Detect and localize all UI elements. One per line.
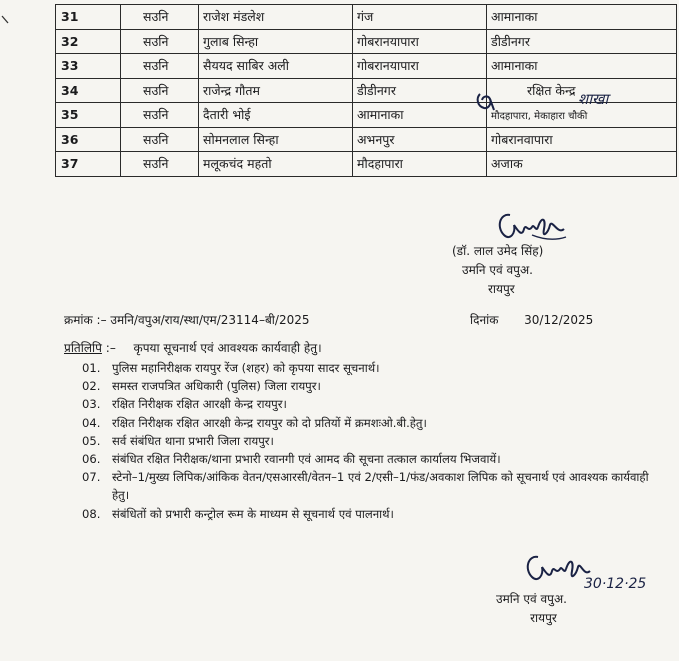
list-item (82, 395, 652, 413)
signatory-name: (डॉ. लाल उमेद सिंह) (452, 244, 544, 258)
list-item (82, 505, 652, 523)
list-item-number: 02. (82, 379, 101, 394)
serial-cell: 31 (56, 5, 121, 30)
list-item (82, 450, 652, 468)
copy-recipients-list (82, 359, 652, 523)
rank-cell: सउनि (121, 127, 199, 152)
closing-block (496, 590, 567, 628)
rank-cell: सउनि (121, 78, 199, 103)
name-cell: राजेन्द्र गौतम (199, 78, 353, 103)
serial-cell: 36 (56, 127, 121, 152)
from-posting-cell: डीडीनगर (353, 78, 487, 103)
to-posting-cell: रक्षित केन्द्र (487, 78, 677, 103)
signatory-designation: उमनि एवं वपुअ. (462, 263, 533, 277)
copy-to-line (64, 339, 322, 356)
to-posting-cell: आमानाका (487, 5, 677, 30)
from-posting-cell: गोबरानयापारा (353, 54, 487, 79)
serial-cell: 35 (56, 103, 121, 128)
serial-cell: 37 (56, 152, 121, 177)
copy-separator: :– (105, 341, 116, 355)
to-posting-cell: आमानाका (487, 54, 677, 79)
list-item-number: 01. (82, 361, 101, 375)
list-item-number: 08. (82, 506, 101, 521)
rank-cell: सउनि (121, 5, 199, 30)
reference-number: क्रमांक :– उमनि/वपुअ/राय/स्था/एम/23114–बी/2025 (64, 313, 310, 327)
order-date: 30/12/2025 (524, 313, 594, 327)
closing-place: रायपुर (530, 611, 557, 625)
list-item-number: 05. (82, 433, 101, 448)
list-item-number: 07. (82, 470, 101, 485)
to-posting-cell: अजाक (487, 152, 677, 177)
from-posting-cell: अभनपुर (353, 127, 487, 152)
serial-cell: 33 (56, 54, 121, 79)
rank-cell: सउनि (121, 54, 199, 79)
serial-cell: 32 (56, 29, 121, 54)
list-item (82, 377, 652, 395)
list-item-text: रक्षित निरीक्षक रक्षित आरक्षी केन्द्र रायपुर। (112, 397, 287, 412)
list-item-text: संबंधितों को प्रभारी कन्ट्रोल रूम के माध्यम से सूचनार्थ एवं पालनार्थ। (112, 506, 394, 521)
name-cell: सैययद साबिर अली (199, 54, 353, 79)
list-item-text: पुलिस महानिरीक्षक रायपुर रेंज (शहर) को कृपया सादर सूचनार्थ। (112, 361, 380, 375)
from-posting-cell: गोबरानयापारा (353, 29, 487, 54)
to-posting-cell: डीडीनगर (487, 29, 677, 54)
handwritten-note: शाखा (578, 90, 609, 108)
to-posting-cell: गोबरानवापारा (487, 127, 677, 152)
table-row (56, 54, 677, 79)
rank-cell: सउनि (121, 152, 199, 177)
name-cell: राजेश मंडलेश (199, 5, 353, 30)
closing-designation: उमनि एवं वपुअ. (496, 592, 567, 606)
serial-cell: 34 (56, 78, 121, 103)
table-row (56, 152, 677, 177)
from-posting-cell: मौदहापारा (353, 152, 487, 177)
signatory-place: रायपुर (488, 282, 515, 296)
rank-cell: सउनि (121, 103, 199, 128)
list-item-number: 04. (82, 415, 101, 430)
list-item (82, 432, 652, 450)
name-cell: मलूकचंद महतो (199, 152, 353, 177)
list-item-text: संबंधित रक्षित निरीक्षक/थाना प्रभारी रवानगी एवं आमद की सूचना तत्काल कार्यालय भिजवायें। (112, 452, 501, 467)
closing-handwritten-date: 30·12·25 (584, 576, 647, 592)
table-row (56, 5, 677, 30)
rank-cell: सउनि (121, 29, 199, 54)
order-date-line (470, 311, 593, 328)
list-item-number: 06. (82, 452, 101, 467)
list-item (82, 359, 652, 377)
list-item (82, 414, 652, 432)
list-item-text: समस्त राजपत्रित अधिकारी (पुलिस) जिला रायपुर। (112, 379, 321, 394)
copy-purpose: कृपया सूचनार्थ एवं आवश्यक कार्यवाही हेतु। (133, 341, 322, 355)
to-posting-cell: मौदहापारा, मेकाहारा चौकी (487, 103, 677, 128)
stray-tick-mark (0, 14, 12, 28)
name-cell: गुलाब सिन्हा (199, 29, 353, 54)
name-cell: दैतारी भोई (199, 103, 353, 128)
from-posting-cell: आमानाका (353, 103, 487, 128)
list-item-text: सर्व संबंधित थाना प्रभारी जिला रायपुर। (112, 433, 274, 448)
list-item-number: 03. (82, 397, 101, 412)
list-item-text: स्टेनो–1/मुख्य लिपिक/आंकिक वेतन/एसआरसी/वेतन–1 एवं 2/एसी–1/फंड/अवकाश लिपिक को सूचनार्थ एवं आवश्यक कार्यवाही हेतु। (112, 470, 649, 503)
date-label: दिनांक (470, 313, 499, 327)
table-row (56, 127, 677, 152)
table-row (56, 29, 677, 54)
name-cell: सोमनलाल सिन्हा (199, 127, 353, 152)
copy-label: प्रतिलिपि (64, 341, 102, 355)
signatory-block (452, 242, 543, 299)
list-item-text: रक्षित निरीक्षक रक्षित आरक्षी केन्द्र रायपुर को दो प्रतियों में क्रमशःओ.बी.हेतु। (112, 415, 427, 430)
handwritten-circle-mark (474, 90, 498, 112)
list-item (82, 468, 652, 504)
from-posting-cell: गंज (353, 5, 487, 30)
